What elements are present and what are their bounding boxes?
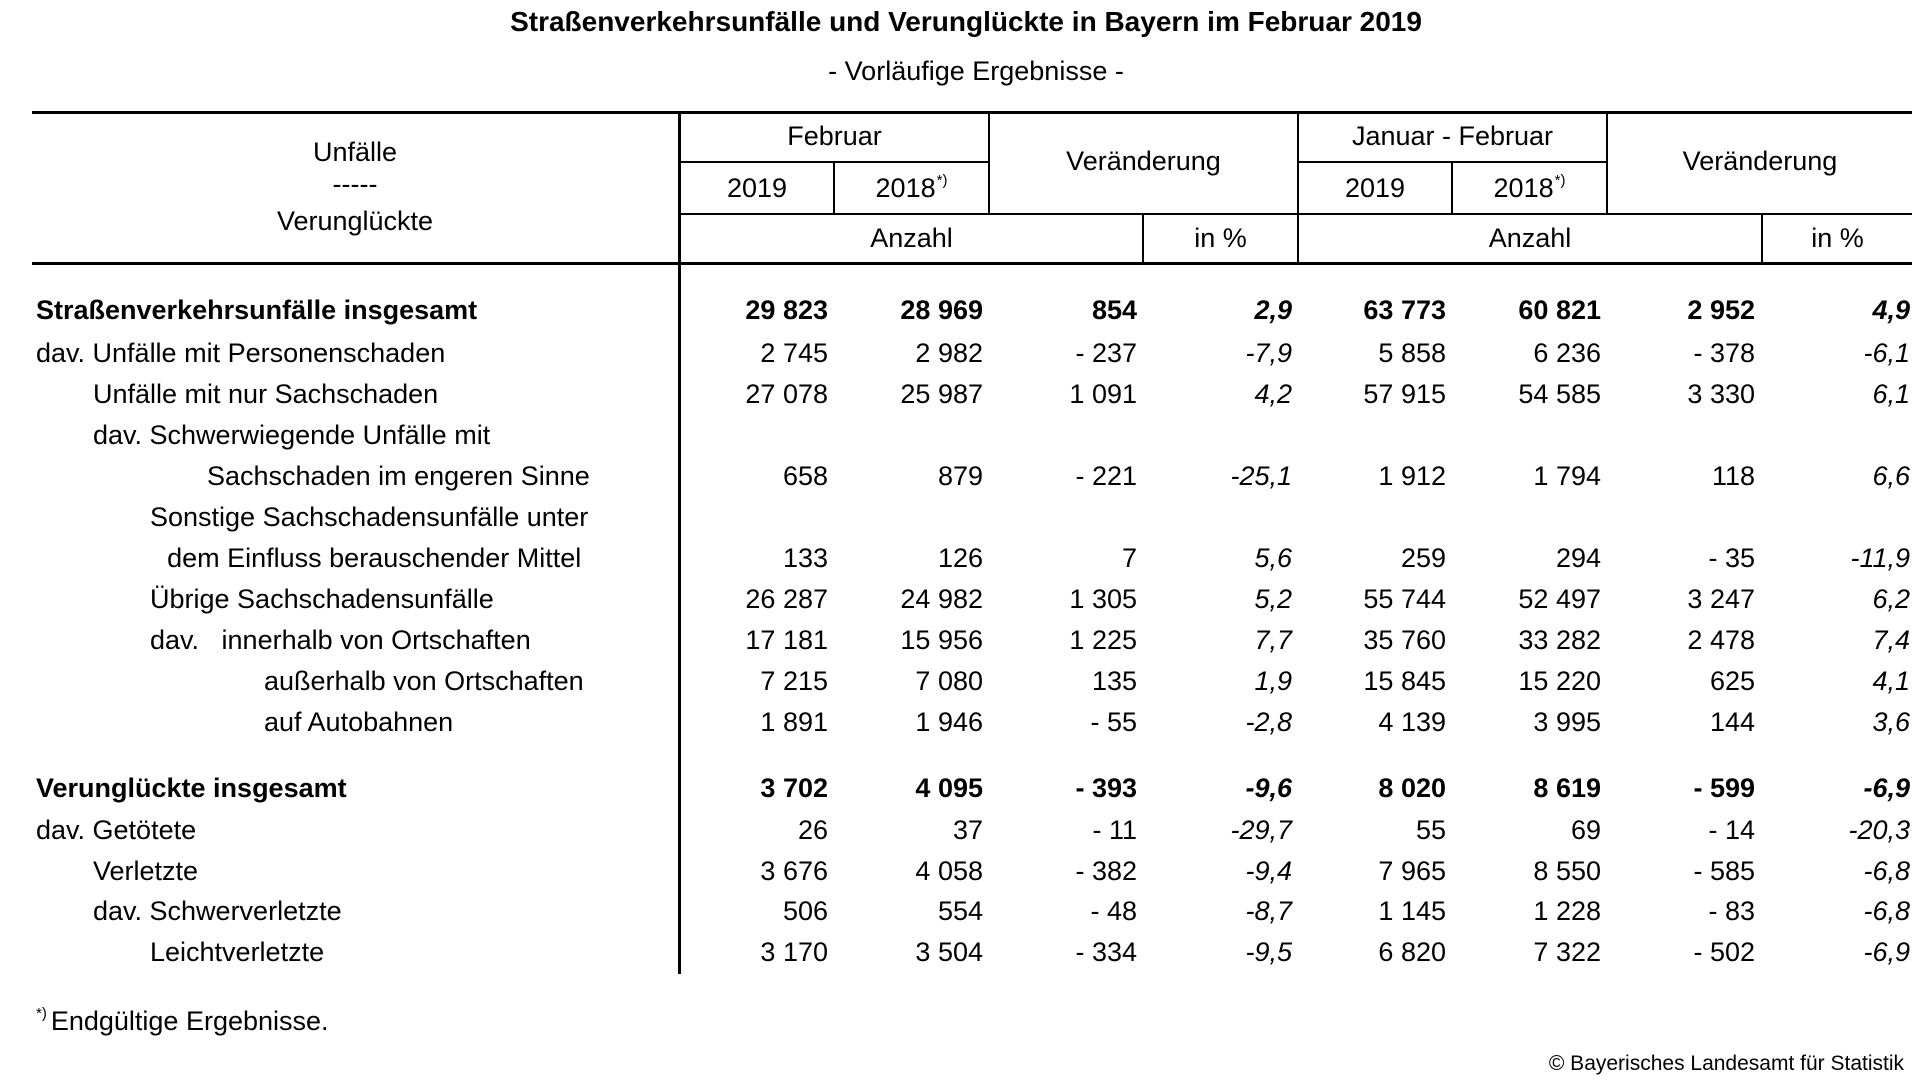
row-value: - 382 (1075, 856, 1137, 886)
row-value: 554 (937, 896, 983, 926)
header-group-jan-feb: Januar - Februar (1351, 121, 1554, 151)
row-value: 60 821 (1518, 295, 1601, 325)
row-value: 4 058 (915, 856, 983, 886)
header-bottom-rule (32, 262, 1912, 265)
row-value: 1 228 (1533, 896, 1601, 926)
row-value: 144 (1709, 707, 1755, 737)
row-value: 63 773 (1363, 295, 1446, 325)
row-value: -9,5 (1245, 937, 1292, 967)
row-value: 5,2 (1254, 584, 1292, 614)
row-value: 37 (952, 815, 983, 845)
row-value: 15 845 (1363, 666, 1446, 696)
footnote-mark: *) (36, 1005, 47, 1022)
table-row (0, 893, 1932, 929)
row-label: Verunglückte insgesamt (36, 773, 347, 803)
row-label: dav. Unfälle mit Personenschaden (36, 338, 446, 368)
footnote-text: Endgültige Ergebnisse. (50, 1006, 329, 1036)
row-value: 2 478 (1687, 625, 1755, 655)
row-value: 7,7 (1254, 625, 1292, 655)
table-row (0, 663, 1932, 699)
row-value: 1 145 (1378, 896, 1446, 926)
row-value: 1 946 (915, 707, 983, 737)
row-value: 52 497 (1518, 584, 1601, 614)
table-row (0, 622, 1932, 658)
row-value: 1 912 (1378, 461, 1446, 491)
row-value: 6,1 (1872, 379, 1910, 409)
row-value: 35 760 (1363, 625, 1446, 655)
row-value: 33 282 (1518, 625, 1601, 655)
row-value: 29 823 (745, 295, 828, 325)
row-value: 69 (1570, 815, 1601, 845)
table-row (0, 458, 1932, 494)
row-label: dav. Schwerverletzte (93, 896, 342, 926)
row-value: -2,8 (1245, 707, 1292, 737)
row-value: 7,4 (1872, 625, 1910, 655)
copyright-notice: © Bayerisches Landesamt für Statistik (1548, 1052, 1904, 1075)
row-value: - 55 (1090, 707, 1137, 737)
row-value: 6 236 (1533, 338, 1601, 368)
row-value: 7 322 (1533, 937, 1601, 967)
row-value: 1 091 (1069, 379, 1137, 409)
row-value: 27 078 (745, 379, 828, 409)
row-value: 854 (1091, 295, 1137, 325)
row-value: -9,6 (1245, 773, 1292, 803)
row-value: - 48 (1090, 896, 1137, 926)
table-row (0, 417, 1932, 453)
row-value: 1 225 (1069, 625, 1137, 655)
row-value: -6,9 (1863, 773, 1910, 803)
row-value: 6,2 (1872, 584, 1910, 614)
row-value: 4,1 (1872, 666, 1910, 696)
row-value: 1 891 (760, 707, 828, 737)
row-label: dav. Getötete (36, 815, 197, 845)
row-value: 8 550 (1533, 856, 1601, 886)
row-value: 259 (1400, 543, 1446, 573)
footnote-marker: *) (936, 172, 948, 189)
row-value: 7 215 (760, 666, 828, 696)
row-label: außerhalb von Ortschaften (264, 666, 584, 696)
table-row (0, 934, 1932, 970)
row-value: 28 969 (900, 295, 983, 325)
table-row (0, 540, 1932, 576)
row-label: Leichtverletzte (150, 937, 325, 967)
row-value: -7,9 (1245, 338, 1292, 368)
header-group-february: Februar (787, 121, 882, 151)
row-value: 4 139 (1378, 707, 1446, 737)
row-value: 2 745 (760, 338, 828, 368)
row-label: Verletzte (93, 856, 199, 886)
row-value: 25 987 (900, 379, 983, 409)
row-value: 3 170 (760, 937, 828, 967)
row-value: - 221 (1075, 461, 1137, 491)
row-value: 3 995 (1533, 707, 1601, 737)
header-percent-janfeb: in % (1811, 223, 1864, 253)
row-label: Unfälle mit nur Sachschaden (93, 379, 439, 409)
row-value: 1 794 (1533, 461, 1601, 491)
table-row (0, 704, 1932, 740)
table-row (0, 376, 1932, 412)
row-value: -6,1 (1863, 338, 1910, 368)
row-label: Straßenverkehrsunfälle insgesamt (36, 295, 478, 325)
row-value: 55 (1415, 815, 1446, 845)
row-label: auf Autobahnen (264, 707, 454, 737)
row-value: 879 (937, 461, 983, 491)
row-value: 6 820 (1378, 937, 1446, 967)
row-value: - 11 (1092, 815, 1137, 845)
row-label: dav. Schwerwiegende Unfälle mit (93, 420, 491, 450)
row-label: Übrige Sachschadensunfälle (150, 584, 494, 614)
row-value: 7 (1121, 543, 1137, 573)
header-rule-units (679, 213, 1912, 215)
table-row (0, 292, 1932, 328)
row-value: 24 982 (900, 584, 983, 614)
row-value: -29,7 (1230, 815, 1292, 845)
row-value: 26 (797, 815, 828, 845)
row-value: - 378 (1693, 338, 1755, 368)
row-value: - 393 (1075, 773, 1137, 803)
row-value: 3 330 (1687, 379, 1755, 409)
row-value: 126 (937, 543, 983, 573)
header-percent-feb: in % (1194, 223, 1247, 253)
row-value: 15 956 (900, 625, 983, 655)
row-value: 625 (1709, 666, 1755, 696)
footnote-marker: *) (1554, 172, 1566, 189)
row-value: 2 982 (915, 338, 983, 368)
row-value: 3 702 (760, 773, 828, 803)
row-label: Sonstige Sachschadensunfälle unter (150, 502, 589, 532)
row-value: 5 858 (1378, 338, 1446, 368)
header-year-2018-janfeb: 2018*) (1493, 172, 1566, 203)
table-row (0, 335, 1932, 371)
row-value: - 237 (1075, 338, 1137, 368)
row-value: 1 305 (1069, 584, 1137, 614)
table-row (0, 581, 1932, 617)
row-value: 57 915 (1363, 379, 1446, 409)
row-value: 8 020 (1378, 773, 1446, 803)
table-title: Straßenverkehrsunfälle und Verunglückte in Bayern im Februar 2019 (510, 6, 1422, 37)
row-value: 3 247 (1687, 584, 1755, 614)
row-value: -9,4 (1245, 856, 1292, 886)
row-label: dav. innerhalb von Ortschaften (150, 625, 531, 655)
row-value: 7 080 (915, 666, 983, 696)
row-value: 4 095 (915, 773, 983, 803)
row-value: 4,2 (1254, 379, 1292, 409)
row-value: 17 181 (745, 625, 828, 655)
row-value: 3 676 (760, 856, 828, 886)
row-value: - 83 (1708, 896, 1755, 926)
row-label: Sachschaden im engeren Sinne (207, 461, 590, 491)
header-year-2018-feb: 2018*) (875, 172, 948, 203)
row-value: 55 744 (1363, 584, 1446, 614)
table-row (0, 853, 1932, 889)
table-row (0, 770, 1932, 806)
row-value: -11,9 (1850, 543, 1910, 573)
row-value: 6,6 (1872, 461, 1910, 491)
header-row-label-line2: ----- (332, 169, 378, 199)
row-value: 5,6 (1254, 543, 1292, 573)
row-value: - 502 (1693, 937, 1755, 967)
footnote (36, 1006, 329, 1037)
row-value: 658 (782, 461, 828, 491)
row-value: 8 619 (1533, 773, 1601, 803)
row-value: 7 965 (1378, 856, 1446, 886)
row-value: 54 585 (1518, 379, 1601, 409)
row-value: -8,7 (1245, 896, 1292, 926)
header-row-label-line3: Verunglückte (276, 206, 434, 236)
row-value: 15 220 (1518, 666, 1601, 696)
row-value: - 599 (1693, 773, 1755, 803)
row-value: 135 (1091, 666, 1137, 696)
row-value: 3,6 (1872, 707, 1910, 737)
row-value: - 585 (1693, 856, 1755, 886)
table-subtitle: - Vorläufige Ergebnisse - (828, 56, 1124, 86)
row-value: -6,9 (1863, 937, 1910, 967)
row-value: -6,8 (1863, 896, 1910, 926)
row-value: - 35 (1708, 543, 1755, 573)
row-value: 118 (1711, 461, 1755, 491)
row-value: 506 (782, 896, 828, 926)
row-value: -25,1 (1230, 461, 1292, 491)
header-row-label-line1: Unfälle (312, 137, 398, 167)
row-value: 294 (1555, 543, 1601, 573)
row-value: - 334 (1075, 937, 1137, 967)
row-value: -6,8 (1863, 856, 1910, 886)
header-year-2019-janfeb: 2019 (1344, 173, 1406, 203)
header-count-janfeb: Anzahl (1488, 223, 1572, 253)
header-year-2019-feb: 2019 (726, 173, 788, 203)
row-value: 3 504 (915, 937, 983, 967)
row-value: 26 287 (745, 584, 828, 614)
table-row (0, 812, 1932, 848)
row-value: - 14 (1708, 815, 1755, 845)
header-count-feb: Anzahl (870, 223, 953, 253)
row-value: 2,9 (1254, 295, 1292, 325)
row-value: 2 952 (1687, 295, 1755, 325)
header-rule-years-janfeb (1298, 161, 1608, 163)
row-value: 1,9 (1254, 666, 1292, 696)
row-value: 4,9 (1872, 295, 1910, 325)
table-row (0, 499, 1932, 535)
header-change-feb: Veränderung (1066, 146, 1221, 176)
row-label: dem Einfluss berauschender Mittel (167, 543, 582, 573)
row-value: 133 (782, 543, 828, 573)
header-change-janfeb: Veränderung (1682, 146, 1838, 176)
row-value: -20,3 (1848, 815, 1910, 845)
top-rule (32, 111, 1912, 114)
